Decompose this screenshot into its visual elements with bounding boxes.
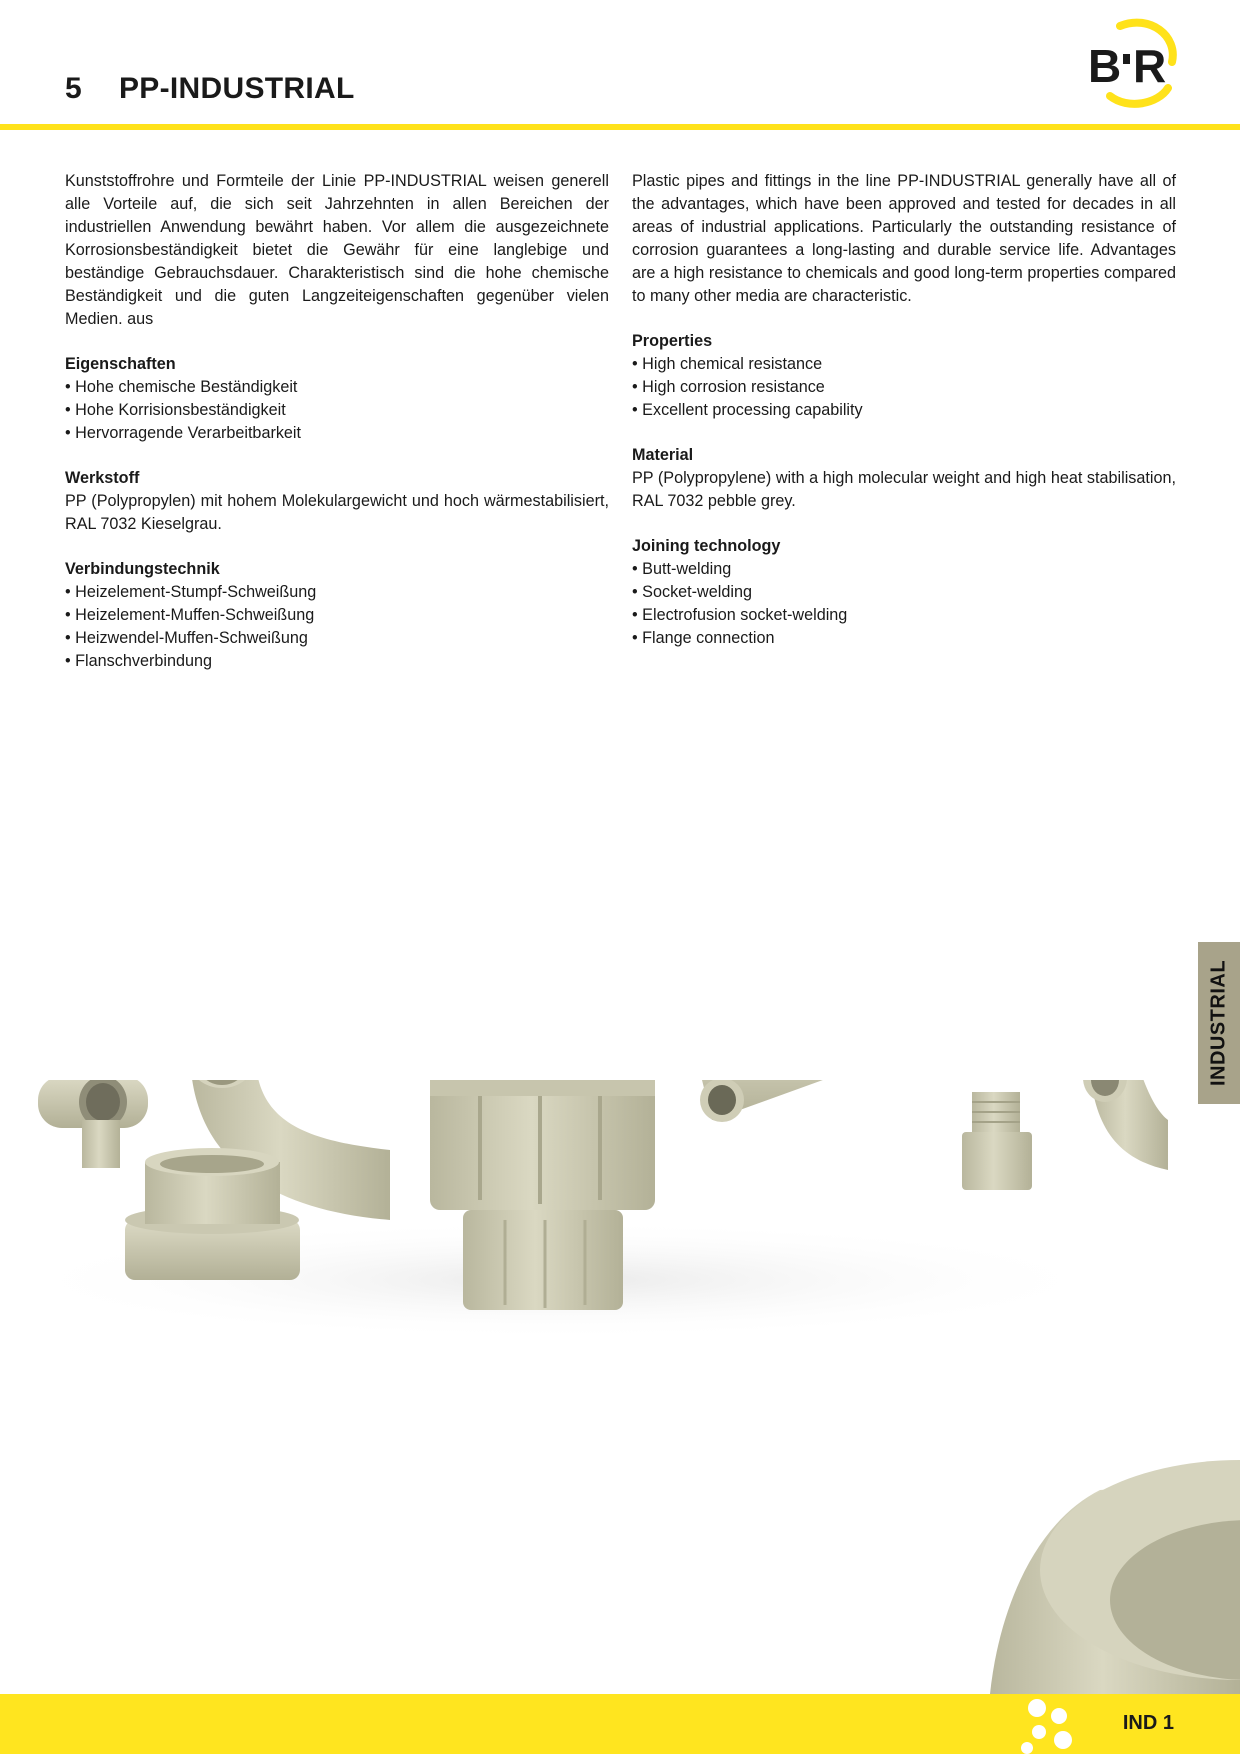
list-item: • Hohe chemische Beständigkeit (65, 376, 609, 399)
chapter-heading (65, 72, 355, 106)
footer-pattern-icon (1015, 1694, 1085, 1754)
intro-en: Plastic pipes and fittings in the line PP-INDUSTRIAL generally have all of the advantages, which have been approved and tested for decades in all areas of industrial applications. Particularly the outstanding resistance of corrosion guarantees a long-lasting and durable service life. Advantages are a high resistance to chemicals and good long-term properties compared to many other media are characteristic. (632, 172, 1176, 305)
br-logo (1080, 18, 1180, 108)
header-rule (0, 124, 1240, 130)
list-item: • Flange connection (632, 627, 1176, 650)
material-title-de: Werkstoff (65, 469, 140, 487)
list-item: • Butt-welding (632, 558, 1176, 581)
small-elbow (1083, 1080, 1168, 1170)
product-photo (0, 1080, 1240, 1694)
svg-text:B: B (1088, 40, 1122, 92)
list-item: • Flanschverbindung (65, 650, 609, 673)
svg-text:R: R (1133, 40, 1167, 92)
material-text-en: PP (Polypropylene) with a high molecular weight and high heat stabilisation, RAL 7032 pebble grey. (632, 469, 1176, 510)
english-column (632, 170, 1176, 672)
intro-de: Kunststoffrohre und Formteile der Linie PP-INDUSTRIAL weisen generell alle Vorteile auf, die sich seit Jahrzehnten in allen Bereichen der industriellen Anwendung bewährt haben. Vor allem die ausgezeichnete Korrosionsbeständigkeit bietet die Gewähr für eine langlebige und beständige Gebrauchsdauer. Charakteristisch sind die hohe chemische Beständigkeit und die guten Langzeiteigenschaften gegenüber vielen Medien. aus (65, 172, 609, 328)
properties-de (65, 353, 609, 445)
chapter-title: PP-INDUSTRIAL (119, 72, 355, 105)
properties-title-de: Eigenschaften (65, 355, 176, 373)
material-en (632, 444, 1176, 513)
material-title-en: Material (632, 446, 694, 464)
list-item: • Heizwendel-Muffen-Schweißung (65, 627, 609, 650)
tee-fitting (38, 1080, 148, 1168)
chapter-number: 5 (65, 72, 82, 105)
joining-title-de: Verbindungstechnik (65, 560, 220, 578)
list-item: • Heizelement-Muffen-Schweißung (65, 604, 609, 627)
list-item: • Hohe Korrisionsbeständigkeit (65, 399, 609, 422)
material-de (65, 467, 609, 536)
union-fitting (430, 1080, 655, 1310)
side-tab-label: INDUSTRIAL (1207, 959, 1230, 1087)
pipe-segment (700, 1080, 906, 1122)
list-item: • Heizelement-Stumpf-Schweißung (65, 581, 609, 604)
logo-swirl-icon (1080, 18, 1180, 108)
list-item: • Socket-welding (632, 581, 1176, 604)
page-header (0, 0, 1240, 130)
list-item: • High corrosion resistance (632, 376, 1176, 399)
properties-title-en: Properties (632, 332, 713, 350)
list-item: • High chemical resistance (632, 353, 1176, 376)
stub-flange (125, 1148, 300, 1280)
page-footer (0, 1694, 1240, 1754)
pp-fittings-illustration (0, 1080, 1240, 1694)
german-column (65, 170, 609, 695)
list-item: • Hervorragende Verarbeitbarkeit (65, 422, 609, 445)
list-item: • Excellent processing capability (632, 399, 1176, 422)
large-socket (990, 1460, 1240, 1694)
list-item: • Electrofusion socket-welding (632, 604, 1176, 627)
joining-de (65, 558, 609, 673)
page-number: IND 1 (1122, 1712, 1174, 1734)
joining-title-en: Joining technology (632, 537, 781, 555)
threaded-adapter (962, 1092, 1032, 1190)
material-text-de: PP (Polypropylen) mit hohem Molekulargewicht und hoch wärmestabilisiert, RAL 7032 Kieselgrau. (65, 492, 609, 533)
joining-en (632, 535, 1176, 650)
properties-en (632, 330, 1176, 422)
